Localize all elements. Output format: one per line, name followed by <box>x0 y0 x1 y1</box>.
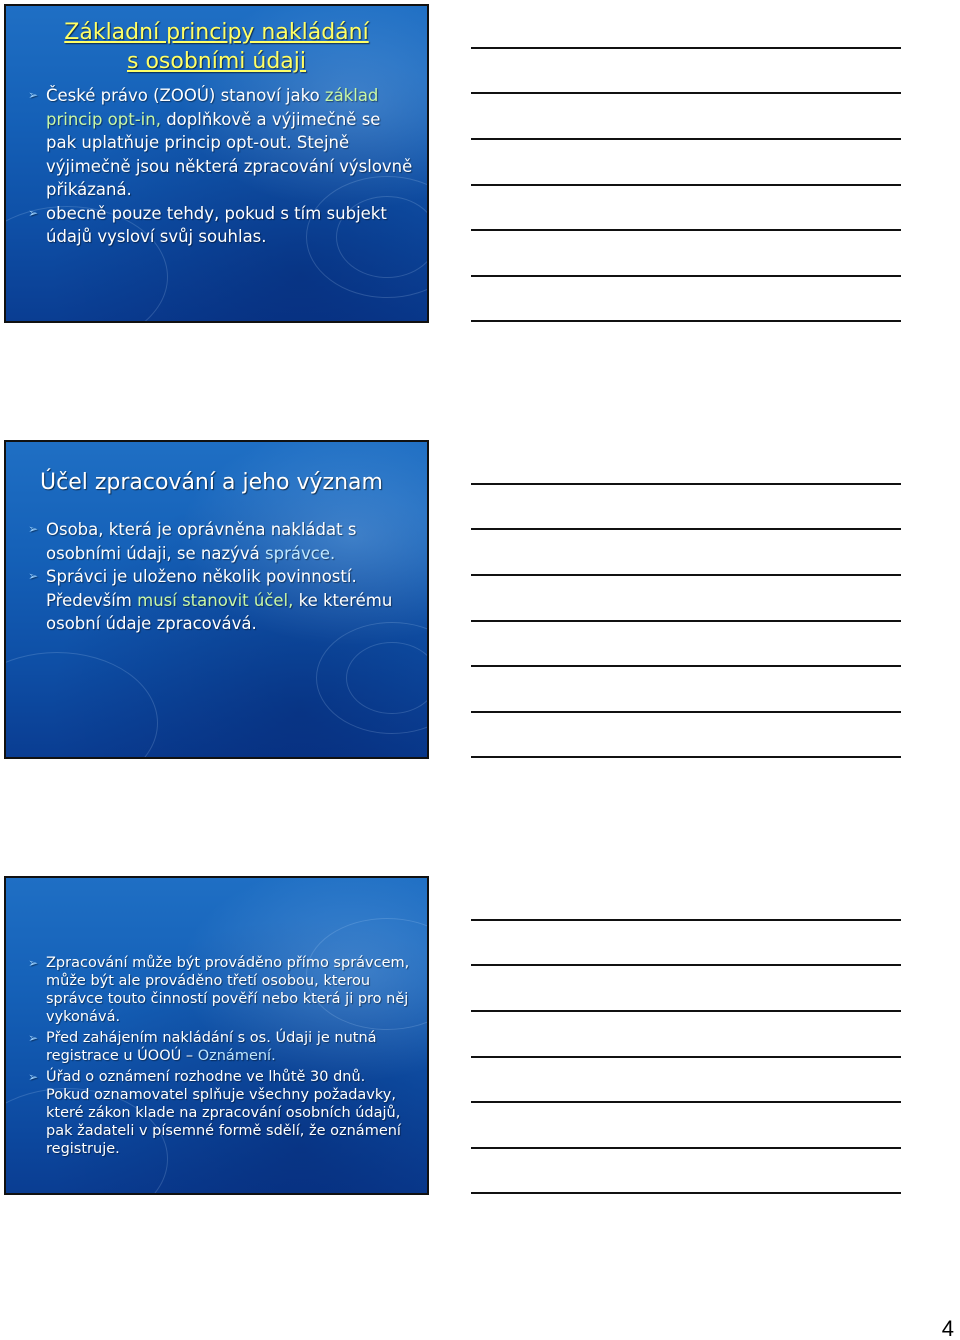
bullet-item <box>24 202 413 249</box>
bullet-text: Správci je uloženo několik povinností. Především <box>46 567 357 610</box>
ripple-decoration <box>346 642 429 714</box>
bullet-list <box>24 954 413 1161</box>
slide-title <box>6 18 427 76</box>
note-line <box>471 320 901 322</box>
arrowhead-bullet-icon: ➢ <box>28 205 39 220</box>
bullet-text: Úřad o oznámení rozhodne ve lhůtě 30 dnů. Pokud oznamovatel splňuje všechny požadavky, které zákon klade na zpracování osobních údajů, pak žadateli v písemné formě sdělí, že oznámení registruje. <box>46 1069 401 1157</box>
note-line <box>471 1101 901 1103</box>
bullet-highlight: správce. <box>265 543 336 563</box>
note-line <box>471 574 901 576</box>
slide-3 <box>4 876 429 1195</box>
note-line <box>471 1056 901 1058</box>
arrowhead-bullet-icon: ➢ <box>28 522 39 536</box>
bullet-text: doplňkově a výjimečně se pak uplatňuje princip opt-out. Stejně výjimečně jsou některá zpracování výslovně přikázaná. <box>46 109 413 199</box>
bullet-text: ke kterému osobní údaje zpracovává. <box>46 590 393 633</box>
note-line <box>471 528 901 530</box>
note-line <box>471 964 901 966</box>
slide-2 <box>4 440 429 759</box>
ripple-decoration <box>4 652 158 759</box>
bullet-highlight: Oznámení. <box>197 1048 276 1064</box>
note-line <box>471 756 901 758</box>
bullet-item <box>24 565 413 636</box>
note-line <box>471 47 901 49</box>
slide-title-line: s osobními údaji <box>126 49 306 74</box>
bullet-item <box>24 518 413 565</box>
bullet-text: Před zahájením nakládání s os. Údaji je nutná registrace u ÚOOÚ – <box>46 1030 377 1064</box>
arrowhead-bullet-icon: ➢ <box>28 88 39 102</box>
bullet-item <box>24 1029 413 1068</box>
page-number: 4 <box>941 1316 954 1340</box>
bullet-highlight: musí stanovit účel, <box>137 590 294 610</box>
bullet-item <box>24 1068 413 1161</box>
bullet-item <box>24 954 413 1029</box>
bullet-list <box>24 518 413 636</box>
bullet-list <box>24 84 413 249</box>
note-line <box>471 1192 901 1194</box>
arrowhead-bullet-icon: ➢ <box>28 1031 39 1045</box>
note-line <box>471 275 901 277</box>
bullet-text: Zpracování může být prováděno přímo správcem, může být ale prováděno třetí osobou, kterou správce touto činností pověří nebo která ji pro něj vykonává. <box>46 955 410 1025</box>
note-line <box>471 1010 901 1012</box>
bullet-item <box>24 84 413 202</box>
note-line <box>471 665 901 667</box>
note-line <box>471 138 901 140</box>
note-line <box>471 483 901 485</box>
note-line <box>471 919 901 921</box>
arrowhead-bullet-icon: ➢ <box>28 956 39 970</box>
slide-title: Účel zpracování a jeho význam <box>40 470 383 495</box>
slide-title-line: Základní principy nakládání <box>64 20 369 45</box>
arrowhead-bullet-icon: ➢ <box>28 569 39 583</box>
note-line <box>471 92 901 94</box>
arrowhead-bullet-icon: ➢ <box>28 1070 39 1084</box>
note-line <box>471 184 901 186</box>
bullet-text: České právo (ZOOÚ) stanoví jako <box>46 86 325 105</box>
note-line <box>471 229 901 231</box>
bullet-highlight: základ princip opt-in, <box>46 86 379 129</box>
bullet-text: Osoba, která je oprávněna nakládat s osobními údaji, se nazývá <box>46 520 357 563</box>
slide-1 <box>4 4 429 323</box>
bullet-text: obecně pouze tehdy, pokud s tím subjekt údajů vysloví svůj souhlas. <box>46 203 387 246</box>
note-line <box>471 1147 901 1149</box>
note-line <box>471 711 901 713</box>
note-line <box>471 620 901 622</box>
